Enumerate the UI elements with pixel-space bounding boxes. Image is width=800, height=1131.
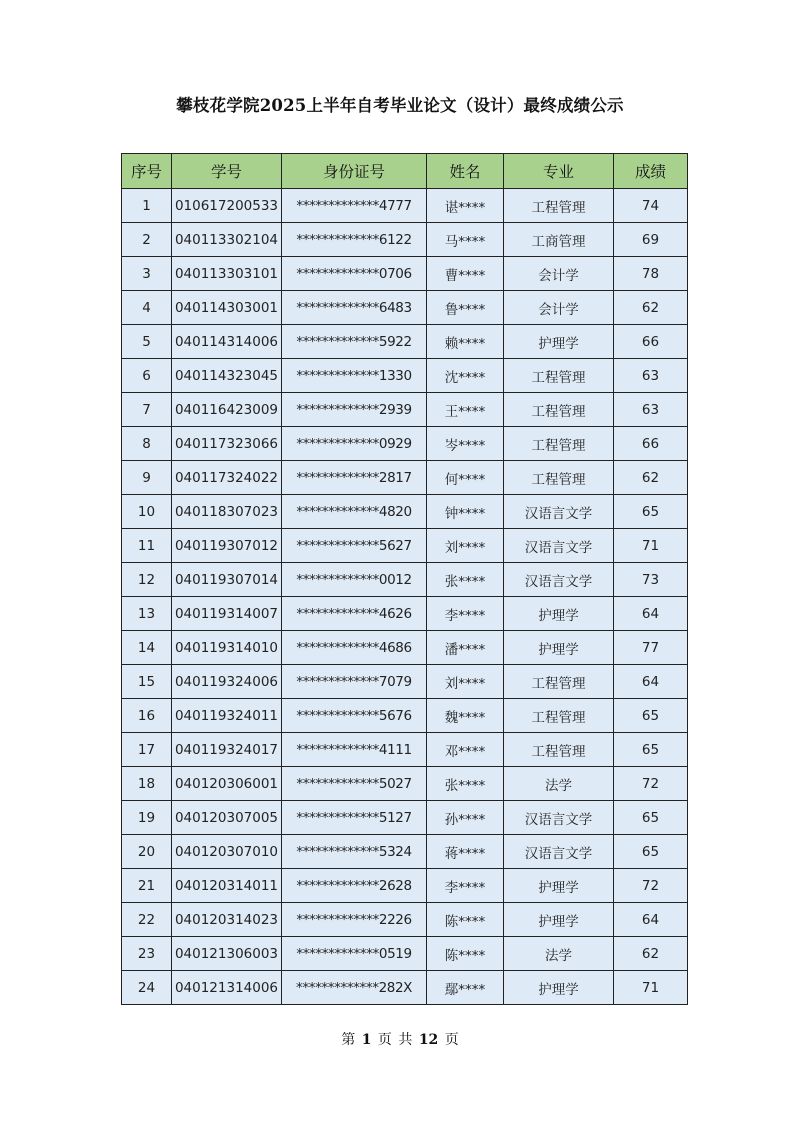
cell-id-card: *************2817 [282, 461, 427, 495]
cell-name: 李**** [427, 869, 504, 903]
cell-score: 71 [614, 529, 688, 563]
cell-name: 李**** [427, 597, 504, 631]
cell-score: 65 [614, 801, 688, 835]
cell-index: 7 [122, 393, 172, 427]
cell-name: 陈**** [427, 903, 504, 937]
cell-score: 78 [614, 257, 688, 291]
cell-student-id: 040113303101 [172, 257, 282, 291]
cell-index: 14 [122, 631, 172, 665]
cell-score: 71 [614, 971, 688, 1005]
cell-student-id: 040120314011 [172, 869, 282, 903]
cell-major: 工程管理 [504, 665, 614, 699]
cell-student-id: 040116423009 [172, 393, 282, 427]
cell-score: 65 [614, 495, 688, 529]
cell-major: 法学 [504, 937, 614, 971]
footer-page-number: 1 [361, 1032, 372, 1048]
cell-student-id: 040114323045 [172, 359, 282, 393]
cell-id-card: *************0706 [282, 257, 427, 291]
table-row [122, 563, 688, 597]
cell-name: 蒋**** [427, 835, 504, 869]
header-student-id: 学号 [172, 154, 282, 189]
table-row [122, 665, 688, 699]
cell-score: 65 [614, 733, 688, 767]
cell-id-card: *************5027 [282, 767, 427, 801]
cell-score: 74 [614, 189, 688, 223]
cell-name: 刘**** [427, 665, 504, 699]
table-row [122, 189, 688, 223]
table-row [122, 835, 688, 869]
cell-name: 何**** [427, 461, 504, 495]
table-row [122, 903, 688, 937]
cell-major: 护理学 [504, 631, 614, 665]
table-row [122, 801, 688, 835]
cell-score: 62 [614, 461, 688, 495]
table-row [122, 937, 688, 971]
cell-major: 汉语言文学 [504, 495, 614, 529]
cell-score: 64 [614, 665, 688, 699]
cell-index: 16 [122, 699, 172, 733]
cell-major: 工程管理 [504, 699, 614, 733]
cell-major: 工程管理 [504, 189, 614, 223]
cell-score: 73 [614, 563, 688, 597]
cell-name: 潘**** [427, 631, 504, 665]
cell-name: 钟**** [427, 495, 504, 529]
cell-score: 69 [614, 223, 688, 257]
cell-score: 72 [614, 767, 688, 801]
table-row [122, 291, 688, 325]
cell-name: 邓**** [427, 733, 504, 767]
cell-id-card: *************4111 [282, 733, 427, 767]
cell-major: 护理学 [504, 869, 614, 903]
table-row [122, 529, 688, 563]
cell-id-card: *************5127 [282, 801, 427, 835]
cell-student-id: 040119324011 [172, 699, 282, 733]
cell-major: 汉语言文学 [504, 835, 614, 869]
header-id-card: 身份证号 [282, 154, 427, 189]
table-row [122, 461, 688, 495]
cell-student-id: 040121306003 [172, 937, 282, 971]
cell-major: 会计学 [504, 291, 614, 325]
cell-index: 21 [122, 869, 172, 903]
table-row [122, 359, 688, 393]
cell-id-card: *************0929 [282, 427, 427, 461]
cell-id-card: *************5627 [282, 529, 427, 563]
cell-name: 赖**** [427, 325, 504, 359]
cell-id-card: *************2628 [282, 869, 427, 903]
cell-index: 17 [122, 733, 172, 767]
header-index: 序号 [122, 154, 172, 189]
cell-name: 魏**** [427, 699, 504, 733]
cell-student-id: 040113302104 [172, 223, 282, 257]
cell-id-card: *************0012 [282, 563, 427, 597]
cell-student-id: 010617200533 [172, 189, 282, 223]
cell-major: 护理学 [504, 903, 614, 937]
cell-student-id: 040114303001 [172, 291, 282, 325]
table-body [122, 189, 688, 1005]
cell-name: 谌**** [427, 189, 504, 223]
table-header-row [122, 154, 688, 189]
cell-id-card: *************4686 [282, 631, 427, 665]
cell-name: 沈**** [427, 359, 504, 393]
cell-id-card: *************5676 [282, 699, 427, 733]
header-score: 成绩 [614, 154, 688, 189]
cell-index: 11 [122, 529, 172, 563]
cell-index: 2 [122, 223, 172, 257]
cell-major: 法学 [504, 767, 614, 801]
score-table [121, 153, 688, 1005]
cell-index: 12 [122, 563, 172, 597]
cell-index: 20 [122, 835, 172, 869]
cell-student-id: 040120307010 [172, 835, 282, 869]
cell-student-id: 040119324017 [172, 733, 282, 767]
cell-index: 8 [122, 427, 172, 461]
cell-major: 护理学 [504, 597, 614, 631]
cell-student-id: 040119314010 [172, 631, 282, 665]
footer-suffix: 页 [444, 1032, 459, 1048]
cell-score: 77 [614, 631, 688, 665]
cell-student-id: 040120307005 [172, 801, 282, 835]
cell-major: 工商管理 [504, 223, 614, 257]
cell-name: 张**** [427, 563, 504, 597]
cell-student-id: 040117323066 [172, 427, 282, 461]
cell-index: 15 [122, 665, 172, 699]
cell-id-card: *************4626 [282, 597, 427, 631]
cell-id-card: *************4820 [282, 495, 427, 529]
cell-index: 10 [122, 495, 172, 529]
cell-index: 6 [122, 359, 172, 393]
cell-score: 65 [614, 699, 688, 733]
cell-name: 陈**** [427, 937, 504, 971]
table-row [122, 767, 688, 801]
cell-name: 张**** [427, 767, 504, 801]
table-row [122, 869, 688, 903]
cell-id-card: *************2939 [282, 393, 427, 427]
cell-name: 岑**** [427, 427, 504, 461]
cell-index: 3 [122, 257, 172, 291]
cell-major: 工程管理 [504, 427, 614, 461]
cell-student-id: 040120314023 [172, 903, 282, 937]
cell-score: 64 [614, 597, 688, 631]
cell-id-card: *************1330 [282, 359, 427, 393]
cell-index: 24 [122, 971, 172, 1005]
cell-score: 62 [614, 937, 688, 971]
table-row [122, 733, 688, 767]
cell-major: 汉语言文学 [504, 801, 614, 835]
page-title: 攀枝花学院2025上半年自考毕业论文（设计）最终成绩公示 [176, 96, 624, 115]
cell-index: 19 [122, 801, 172, 835]
cell-major: 工程管理 [504, 393, 614, 427]
cell-id-card: *************0519 [282, 937, 427, 971]
cell-student-id: 040114314006 [172, 325, 282, 359]
cell-student-id: 040120306001 [172, 767, 282, 801]
cell-id-card: *************5922 [282, 325, 427, 359]
cell-score: 66 [614, 427, 688, 461]
cell-name: 鲁**** [427, 291, 504, 325]
cell-major: 会计学 [504, 257, 614, 291]
cell-index: 9 [122, 461, 172, 495]
cell-name: 王**** [427, 393, 504, 427]
cell-student-id: 040119314007 [172, 597, 282, 631]
table-row [122, 495, 688, 529]
cell-name: 孙**** [427, 801, 504, 835]
table-row [122, 631, 688, 665]
table-row [122, 223, 688, 257]
cell-name: 鄢**** [427, 971, 504, 1005]
cell-major: 工程管理 [504, 733, 614, 767]
table-row [122, 325, 688, 359]
page-footer [0, 1029, 800, 1049]
cell-name: 马**** [427, 223, 504, 257]
cell-index: 4 [122, 291, 172, 325]
cell-student-id: 040119307014 [172, 563, 282, 597]
cell-score: 72 [614, 869, 688, 903]
table-row [122, 393, 688, 427]
cell-student-id: 040119307012 [172, 529, 282, 563]
cell-major: 汉语言文学 [504, 563, 614, 597]
cell-name: 曹**** [427, 257, 504, 291]
cell-score: 63 [614, 393, 688, 427]
cell-index: 13 [122, 597, 172, 631]
header-major: 专业 [504, 154, 614, 189]
table-row [122, 597, 688, 631]
header-name: 姓名 [427, 154, 504, 189]
cell-index: 1 [122, 189, 172, 223]
footer-middle: 页 共 [377, 1032, 413, 1048]
cell-score: 66 [614, 325, 688, 359]
cell-major: 护理学 [504, 971, 614, 1005]
cell-name: 刘**** [427, 529, 504, 563]
cell-index: 23 [122, 937, 172, 971]
cell-id-card: *************2226 [282, 903, 427, 937]
cell-score: 64 [614, 903, 688, 937]
cell-student-id: 040117324022 [172, 461, 282, 495]
cell-score: 62 [614, 291, 688, 325]
cell-major: 工程管理 [504, 461, 614, 495]
cell-id-card: *************7079 [282, 665, 427, 699]
cell-index: 18 [122, 767, 172, 801]
cell-student-id: 040121314006 [172, 971, 282, 1005]
cell-id-card: *************282X [282, 971, 427, 1005]
cell-student-id: 040118307023 [172, 495, 282, 529]
cell-id-card: *************5324 [282, 835, 427, 869]
table-row [122, 971, 688, 1005]
cell-id-card: *************6122 [282, 223, 427, 257]
table-row [122, 257, 688, 291]
cell-index: 5 [122, 325, 172, 359]
table-row [122, 427, 688, 461]
cell-index: 22 [122, 903, 172, 937]
footer-prefix: 第 [341, 1032, 356, 1048]
cell-major: 汉语言文学 [504, 529, 614, 563]
cell-major: 工程管理 [504, 359, 614, 393]
cell-id-card: *************6483 [282, 291, 427, 325]
cell-id-card: *************4777 [282, 189, 427, 223]
cell-major: 护理学 [504, 325, 614, 359]
cell-score: 65 [614, 835, 688, 869]
cell-score: 63 [614, 359, 688, 393]
cell-student-id: 040119324006 [172, 665, 282, 699]
footer-total-pages: 12 [418, 1032, 439, 1048]
table-row [122, 699, 688, 733]
